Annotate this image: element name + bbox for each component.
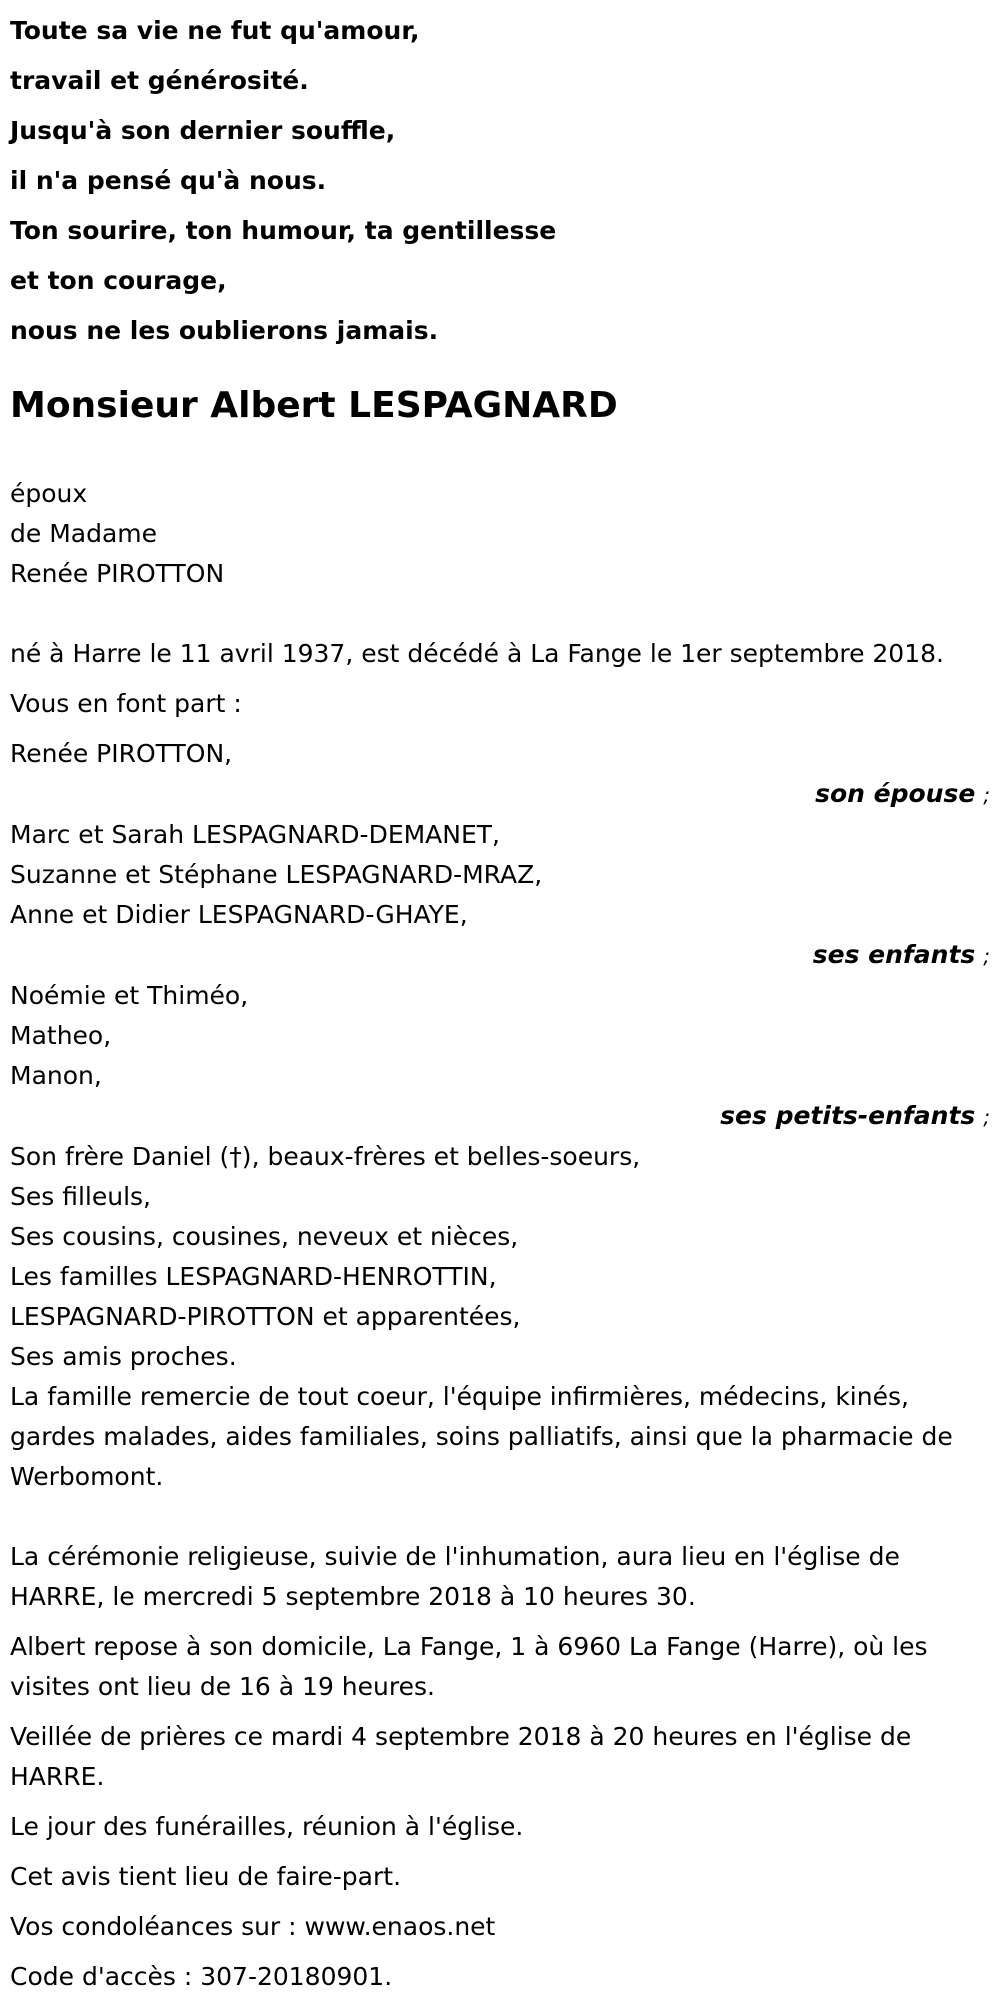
condolences-text: Vos condoléances sur : www.enaos.net	[10, 1912, 496, 1941]
other-relatives	[10, 1137, 990, 1497]
ceremony-service: La cérémonie religieuse, suivie de l'inhumation, aura lieu en l'église de HARRE, le mercredi 5 septembre 2018 à 10 heures 30.	[10, 1542, 900, 1611]
relation-label: son épouse	[815, 779, 976, 808]
spouse-line: de Madame	[10, 519, 158, 548]
birth-death: né à Harre le 11 avril 1937, est décédé à La Fange le 1er septembre 2018.	[10, 639, 944, 668]
poem-line: il n'a pensé qu'à nous.	[10, 166, 327, 195]
poem-line: nous ne les oublierons jamais.	[10, 316, 439, 345]
poem-line: travail et générosité.	[10, 66, 309, 95]
family-name: Marc et Sarah LESPAGNARD-DEMANET,	[10, 820, 501, 849]
relation-punct: ;	[983, 1105, 990, 1129]
thanks-text: La famille remercie de tout coeur, l'équipe infirmières, médecins, kinés, gardes malades, aides familiales, soins palliatifs, ainsi que la pharmacie de Werbomont.	[10, 1382, 953, 1491]
family-name: Manon,	[10, 1061, 102, 1090]
spouse-line: Renée PIROTTON	[10, 559, 225, 588]
relation-grandchildren	[10, 1096, 990, 1137]
family-name: Matheo,	[10, 1021, 112, 1050]
relation-punct: ;	[983, 783, 990, 807]
relative-line: Ses amis proches.	[10, 1342, 237, 1371]
poem-line: Toute sa vie ne fut qu'amour,	[10, 16, 420, 45]
ceremony-vigil: Veillée de prières ce mardi 4 septembre 2018 à 20 heures en l'église de HARRE.	[10, 1722, 912, 1791]
family-name: Noémie et Thiméo,	[10, 981, 249, 1010]
access-code: Code d'accès : 307-20180901.	[10, 1962, 393, 1991]
notice-text: Cet avis tient lieu de faire-part.	[10, 1862, 402, 1891]
relative-line: Ses cousins, cousines, neveux et nièces,	[10, 1222, 519, 1251]
announcement-intro: Vous en font part :	[10, 689, 242, 718]
relative-line: Son frère Daniel (†), beaux-frères et belles-soeurs,	[10, 1142, 641, 1171]
deceased-name: Monsieur Albert LESPAGNARD	[10, 385, 618, 426]
children-names	[10, 815, 990, 935]
family-name: Renée PIROTTON,	[10, 739, 233, 768]
relation-label: ses enfants	[812, 940, 976, 969]
poem-line: Ton sourire, ton humour, ta gentillesse	[10, 216, 557, 245]
relation-label: ses petits-enfants	[720, 1101, 976, 1130]
ceremony-meeting: Le jour des funérailles, réunion à l'église.	[10, 1812, 524, 1841]
relative-line: Les familles LESPAGNARD-HENROTTIN,	[10, 1262, 497, 1291]
relation-children	[10, 935, 990, 976]
poem	[10, 6, 990, 356]
obituary-notice	[0, 6, 1000, 1991]
spouse-names	[10, 734, 990, 774]
spouse-line: époux	[10, 479, 88, 508]
relative-line: LESPAGNARD-PIROTTON et apparentées,	[10, 1302, 521, 1331]
spouse-of	[10, 474, 990, 594]
relative-line: Ses filleuls,	[10, 1182, 152, 1211]
family-name: Suzanne et Stéphane LESPAGNARD-MRAZ,	[10, 860, 543, 889]
family-name: Anne et Didier LESPAGNARD-GHAYE,	[10, 900, 468, 929]
relation-spouse	[10, 774, 990, 815]
ceremony-visit: Albert repose à son domicile, La Fange, 1 à 6960 La Fange (Harre), où les visites ont lieu de 16 à 19 heures.	[10, 1632, 928, 1701]
poem-line: et ton courage,	[10, 266, 227, 295]
poem-line: Jusqu'à son dernier souffle,	[10, 116, 396, 145]
relation-punct: ;	[983, 944, 990, 968]
grandchildren-names	[10, 976, 990, 1096]
